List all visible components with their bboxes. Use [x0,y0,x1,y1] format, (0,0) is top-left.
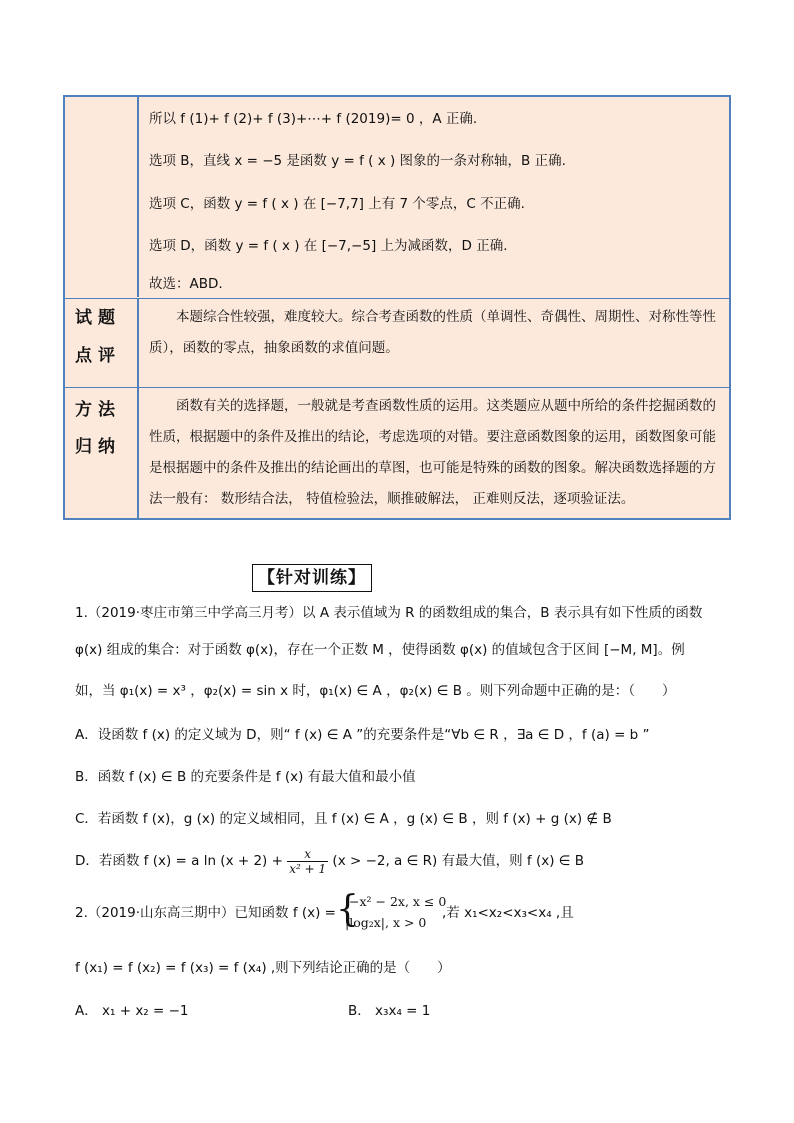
solution-line-3: 选项 C，函数 y = f ( x ) 在 [−7,7] 上有 7 个零点，C 不正确. [149,196,525,212]
method-text: 函数有关的选择题，一般就是考查函数性质的运用。这类题应从题中所给的条件挖掘函数的性质，根据题中的条件及推出的结论，考虑选项的对错。要注意函数图象的运用，函数图象可能是根据题中的条件及推出的结论画出的草图，也可能是特殊的函数的图象。解决函数选择题的方法一般有： 数形结合法， 特值检验法，顺推破解法， 正难则反法，逐项验证法。 [149,398,716,507]
comment-text: 本题综合性较强，难度较大。综合考查函数的性质（单调性、奇偶性、周期性、对称性等性质），函数的零点，抽象函数的求值问题。 [149,309,716,356]
q2-option-b: B． x₃x₄ = 1 [348,1003,431,1019]
fraction-numerator: x [287,847,328,862]
table-row-solution [65,97,729,297]
fraction-denominator: x² + 1 [289,861,327,876]
table-label-cell-empty [65,97,139,297]
solution-line-2: 选项 B，直线 x = −5 是函数 y = f ( x ) 图象的一条对称轴，B 正确. [149,153,566,169]
q1-option-d-post: (x > −2, a ∈ R) 有最大值，则 f (x) ∈ B [332,853,585,869]
q1-option-d-fraction [287,847,328,876]
comment-label-top: 试题 [75,308,121,328]
solution-line-1: 所以 f (1)+ f (2)+ f (3)+⋯+ f (2019)= 0 ，A 正确. [149,111,478,127]
q1-option-b: B．函数 f (x) ∈ B 的充要条件是 f (x) 有最大值和最小值 [75,769,416,785]
table-row-comment [65,298,729,387]
piecewise-case-2: |log₂x|, x > 0 [345,915,427,930]
solution-content-cell [141,97,729,297]
method-content-cell [141,388,729,519]
q2-option-a: A． x₁ + x₂ = −1 [75,1003,189,1019]
piecewise-brace: { [336,889,359,930]
table-row-method [65,387,729,519]
q2-stem-pre: 2.（2019·山东高三期中）已知函数 f (x) = [75,905,336,921]
q1-line-1: 1.（2019·枣庄市第三中学高三月考）以 A 表示值域为 R 的函数组成的集合，B 表示具有如下性质的函数 [75,605,703,621]
q1-option-d [75,844,584,878]
q1-line-2: φ(x) 组成的集合：对于函数 φ(x)，存在一个正数 M ，使得函数 φ(x) 的值域包含于区间 [−M, M]。例 [75,642,685,658]
q2-stem-post: ,若 x₁<x₂<x₃<x₄ ,且 [442,905,574,921]
method-label-top: 方法 [75,400,121,420]
comment-content-cell [141,299,729,387]
solution-table [63,95,731,520]
method-label-cell [65,388,139,519]
q1-line-3: 如，当 φ₁(x) = x³ ，φ₂(x) = sin x 时，φ₁(x) ∈ A ，φ₂(x) ∈ B 。则下列命题中正确的是：（ ） [75,683,676,699]
solution-line-4: 选项 D，函数 y = f ( x ) 在 [−7,−5] 上为减函数，D 正确. [149,238,508,254]
solution-line-5: 故选：ABD. [149,276,223,292]
piecewise-case-1: −x² − 2x, x ≤ 0 [349,894,447,909]
comment-label-bottom: 点评 [75,346,121,366]
q2-line-2: f (x₁) = f (x₂) = f (x₃) = f (x₄) ,则下列结论正确的是（ ） [75,960,451,976]
q1-option-d-pre: D．若函数 f (x) = a ln (x + 2) + [75,853,283,869]
section-title: 【针对训练】 [252,564,372,592]
comment-label-cell [65,299,139,387]
q1-option-c: C．若函数 f (x)，g (x) 的定义域相同，且 f (x) ∈ A ，g (x) ∈ B ，则 f (x) + g (x) ∉ B [75,811,612,827]
method-label-bottom: 归纳 [75,437,121,457]
q1-option-a: A．设函数 f (x) 的定义域为 D，则“ f (x) ∈ A ”的充要条件是“∀b ∈ R ，∃a ∈ D ，f (a) = b ” [75,727,650,743]
